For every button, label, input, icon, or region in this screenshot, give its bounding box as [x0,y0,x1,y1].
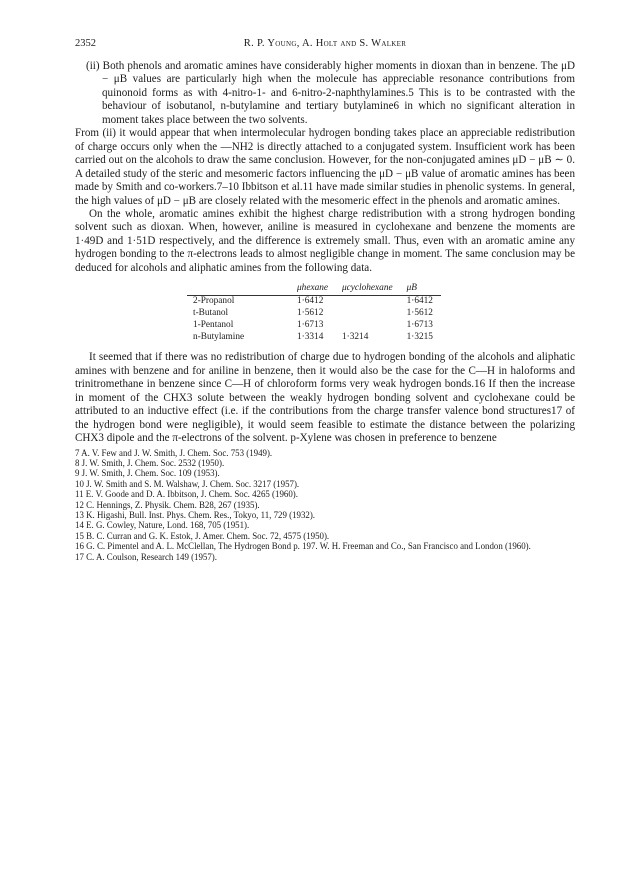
table-cell [336,308,401,320]
table-cell: 1·3214 [342,331,369,342]
table-header-cell [187,281,291,296]
journal-page [75,38,575,562]
page-header [75,38,575,60]
reference-item: 15 B. C. Curran and G. K. Estok, J. Amer. Chem. Soc. 72, 4575 (1950). [75,530,330,541]
table-cell: 1·6412 [297,296,324,307]
table-header-cell: μcyclohexane [336,281,401,296]
table-cell: 1·6412 [406,296,433,307]
body-paragraph: It seemed that if there was no redistribution of charge due to hydrogen bonding of the alcohols and aliphatic amines with benzene and for aniline in benzene, then it would also be the case for the C—H in haloforms and trinitromethane in benzene since C—H of chloroform forms very weak hydrogen bonds.16 If then the increase in moment of the CHX3 solute between the weakly hydrogen bonding solvent and cyclohexane could be attributed to an inductive effect (i.e. if the contributions from the charge transfer valence bond structures17 of the hydrogen bond were negligible), it would seem feasible to estimate the distance between the polarizing CHX3 dipole and the π-electrons of the solvent. p-Xylene was chosen in preference to benzene [75,351,575,445]
footnote-references [75,448,575,562]
table-cell [336,320,401,332]
table-cell [336,296,401,308]
table-header-row [187,281,441,296]
page-number: 2352 [75,38,96,49]
table-cell: 1·3314 [297,331,324,342]
reference-item: 7 A. V. Few and J. W. Smith, J. Chem. Soc. 753 (1949). [75,447,273,458]
table-cell: 1·3215 [406,331,433,342]
table-row [187,320,441,332]
running-head: R. P. Young, A. Holt and S. Walker [243,38,407,49]
table-header-cell: μB [401,281,441,296]
reference-item: 9 J. W. Smith, J. Chem. Soc. 109 (1953). [75,468,220,479]
reference-item: 11 E. V. Goode and D. A. Ibbitson, J. Chem. Soc. 4265 (1960). [75,489,298,500]
table-cell: 1·5612 [406,308,433,319]
table-header-cell: μhexane [291,281,336,296]
table-cell: n-Butylamine [193,331,245,342]
list-item-ii: (ii) Both phenols and aromatic amines have considerably higher moments in dioxan than in benzene. The μD − μB values are particularly high when the molecule has appreciable resonance contributions from quinonoid forms as with 4-nitro-1- and 6-nitro-2-naphthylamines.5 This is to be contrasted with the behaviour of isobutanol, n-butylamine and tertiary butylamine6 in which no significant alteration in moment takes place between the two solvents. [86,60,575,126]
body-paragraph: On the whole, aromatic amines exhibit the highest charge redistribution with a strong hydrogen bonding solvent such as dioxan. When, however, aniline is measured in cyclohexane and benzene the moments are 1·49D and 1·51D respectively, and the difference is extremely small. Thus, even with an aromatic amine any hydrogen bonding to the π-electrons leads to almost negligible change in moment. The same conclusion may be deduced for alcohols and aliphatic amines from the following data. [75,207,575,274]
reference-item: 10 J. W. Smith and S. M. Walshaw, J. Chem. Soc. 3217 (1957). [75,478,300,489]
table-cell: 1·5612 [297,308,324,319]
reference-item: 12 C. Hennings, Z. Physik. Chem. B28, 267 (1935). [75,499,260,510]
table-cell: 1-Pentanol [193,319,234,330]
reference-item: 8 J. W. Smith, J. Chem. Soc. 2532 (1950). [75,458,225,469]
table-row [187,332,441,344]
table-cell: 2-Propanol [193,296,235,307]
reference-item: 14 E. G. Cowley, Nature, Lond. 168, 705 (1951). [75,520,250,531]
table-cell: 1·6713 [297,319,324,330]
reference-item: 13 K. Higashi, Bull. Inst. Phys. Chem. Res., Tokyo, 11, 729 (1932). [75,510,315,521]
table-cell: t-Butanol [193,308,229,319]
table-cell: 1·6713 [406,319,433,330]
reference-item: 17 C. A. Coulson, Research 149 (1957). [75,551,217,562]
dipole-moment-table [187,281,441,343]
table-row [187,308,441,320]
reference-item: 16 G. C. Pimentel and A. L. McClellan, The Hydrogen Bond p. 197. W. H. Freeman and Co., San Francisco and London (1960). [75,541,531,552]
body-paragraph: From (ii) it would appear that when intermolecular hydrogen bonding takes place an appreciable redistribution of charge occurs only when the —NH2 is directly attached to a conjugated system. Insufficient work has been carried out on the alcohols to draw the same conclusion. However, for the non-conjugated amines μD − μB ∼ 0. A detailed study of the steric and mesomeric factors influencing the μD − μB value of aromatic amines has been made by Smith and co-workers.7–10 Ibbitson et al.11 have made similar studies in phenolic systems. In general, the high values of μD − μB are closely related with the mesomeric effect in the phenols and aromatic amines. [75,127,575,207]
table-row [187,296,441,308]
